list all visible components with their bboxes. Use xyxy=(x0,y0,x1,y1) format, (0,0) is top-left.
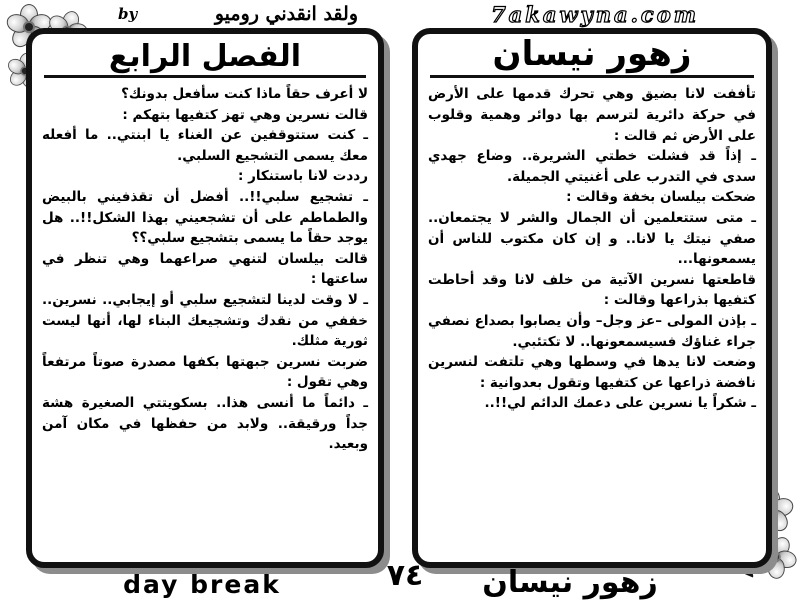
paragraph: ـ إذاً قد فشلت خطتي الشريرة.. وضاع جهدي سدى في التدرب على أغنيتي الجميلة. xyxy=(428,148,756,185)
left-page-text xyxy=(32,84,378,455)
right-title-divider xyxy=(430,75,754,78)
author-name: ولقد انقدني روميو xyxy=(214,3,358,25)
right-page-title: زهور نيسان xyxy=(492,34,692,74)
paragraph: قالت بيلسان لتنهي صراعهما وهي تنظر في ساعتها : xyxy=(42,250,368,288)
paragraph: قالت نسرين وهي تهز كتفيها بتهكم : xyxy=(122,106,368,123)
paragraph: قاطعتها نسرين الآتية من خلف لانا وقد أحاطت كتفيها بذراعها وقالت : xyxy=(428,271,756,309)
paragraph: لا أعرف حقاً ماذا كنت سأفعل بدونك؟ xyxy=(121,86,368,102)
right-page-panel xyxy=(412,28,772,568)
paragraph: ضربت نسرين جبهتها بكفها مصدرة صوتاً مرتفعاً وهي تقول : xyxy=(42,353,368,391)
paragraph: ـ لا وقت لدينا لتشجيع سلبي أو إيجابي.. نسرين.. خففي من نقدك وتشجيعك البناء لها، أنها ليست ثورية مثلك. xyxy=(42,291,368,350)
footer-left-text: day break xyxy=(123,570,281,599)
left-title-divider xyxy=(44,75,366,78)
left-page-panel xyxy=(26,28,384,568)
paragraph: ـ شكراً يا نسرين على دعمك الدائم لي!!.. xyxy=(484,395,756,412)
paragraph: ـ دائماً ما أنسى هذا.. بسكويتتي الصغيرة هشة جداً ورقيقة.. ولابد من حفظها في مكان آمن وبعيد. xyxy=(42,394,368,453)
paragraph: ـ تشجيع سلبي!!.. أفضل أن تقذفيني بالبيض والطماطم على أن تشجعيني بهذا الشكل!!.. هل يوجد حقاً ما يسمى بتشجيع سلبي؟؟ xyxy=(42,188,368,247)
paragraph: ـ كنت ستتوقفين عن الغناء يا ابنتي.. ما أفعله معك يسمى التشجيع السلبي. xyxy=(42,127,368,164)
paragraph: رددت لانا باستنكار : xyxy=(237,168,368,185)
author-credit xyxy=(118,3,358,29)
paragraph: ضحكت بيلسان بخفة وقالت : xyxy=(566,189,756,206)
paragraph: ـ متى ستتعلمين أن الجمال والشر لا يجتمعان.. صفي نيتك يا لانا.. و إن كان مكتوب للناس أن يسمعونها... xyxy=(428,209,756,268)
website-label: 7akawyna.com xyxy=(491,2,699,27)
paragraph: وضعت لانا يدها في وسطها وهي تلتفت لنسرين نافضة ذراعها عن كتفيها وتقول بعدوانية : xyxy=(428,354,756,391)
right-page-text xyxy=(418,84,766,414)
page-number: ٧٤ xyxy=(386,558,424,593)
paragraph: تأففت لانا بضيق وهي تحرك قدمها على الأرض في حركة دائرية لترسم بها دوائر وهمية وقلوب على الأرض ثم قالت : xyxy=(428,86,756,144)
footer-book-title: زهور نيسان xyxy=(482,565,658,600)
by-label: by xyxy=(118,5,138,23)
paragraph: ـ بإذن المولى –عز وجل– وأن يصابوا بصداع نصفي جراء غناؤك فسيسمعونها.. لا تكتئبي. xyxy=(428,312,756,350)
left-page-title: الفصل الرابع xyxy=(108,39,302,74)
